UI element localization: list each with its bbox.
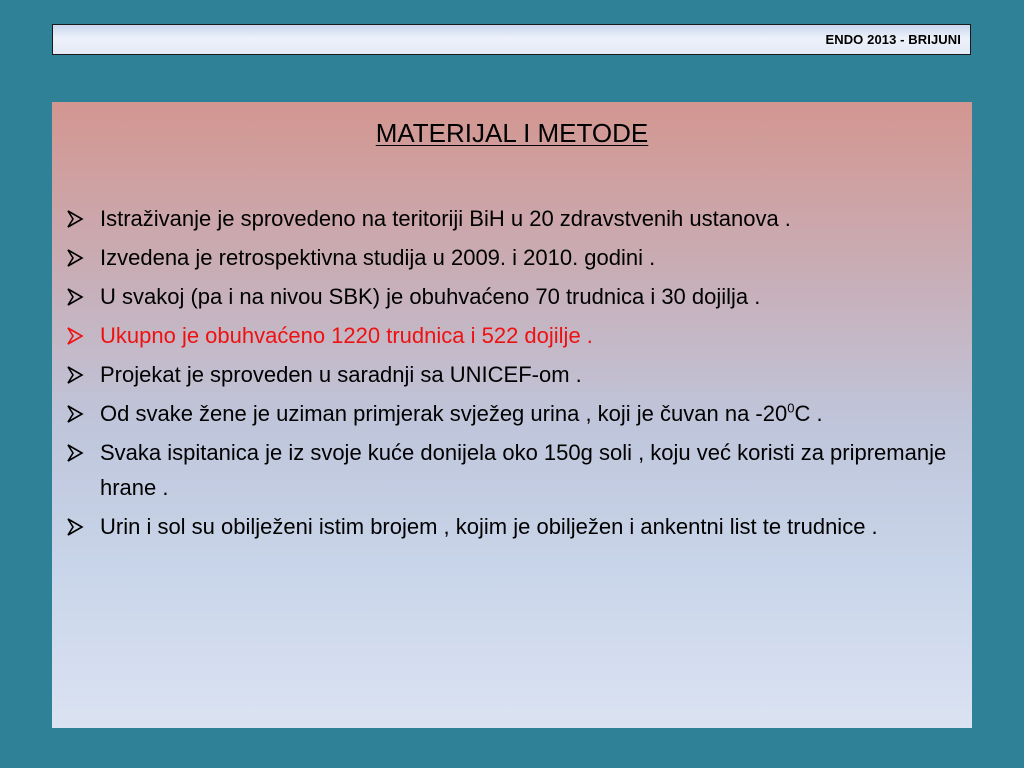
content-panel [52,102,972,728]
bullet-item [66,279,964,314]
arrow-bullet-icon [66,288,84,306]
bullet-text: Projekat je sproveden u saradnji sa UNICEF-om . [100,362,582,387]
bullet-item [66,435,964,505]
bullet-list [66,201,964,548]
bullet-text: Izvedena je retrospektivna studija u 2009. i 2010. godini . [100,245,656,270]
bullet-item [66,396,964,431]
bullet-item [66,240,964,275]
bullet-text-unit: C . [794,401,823,426]
arrow-bullet-icon [66,327,84,345]
bullet-item [66,357,964,392]
arrow-bullet-icon [66,366,84,384]
arrow-bullet-icon [66,210,84,228]
arrow-bullet-icon [66,249,84,267]
conference-label: ENDO 2013 - BRIJUNI [825,32,961,47]
slide-header-bar [52,24,971,55]
degree-superscript: 0 [787,400,795,416]
bullet-text: Istraživanje je sprovedeno na teritoriji BiH u 20 zdravstvenih ustanova . [100,206,791,231]
slide-title: MATERIJAL I METODE [375,118,649,148]
bullet-text: U svakoj (pa i na nivou SBK) je obuhvaćeno 70 trudnica i 30 dojilja . [100,284,761,309]
arrow-bullet-icon [66,518,84,536]
arrow-bullet-icon [66,444,84,462]
bullet-item-highlighted [66,318,964,353]
bullet-text: Ukupno je obuhvaćeno 1220 trudnica i 522 dojilje . [100,323,593,348]
bullet-text-main: Od svake žene je uziman primjerak svježeg urina , koji je čuvan na -20 [100,401,788,426]
bullet-text [100,401,823,426]
arrow-bullet-icon [66,405,84,423]
bullet-item [66,201,964,236]
bullet-text: Urin i sol su obilježeni istim brojem , kojim je obilježen i ankentni list te trudnice . [100,514,878,539]
bullet-item [66,509,964,544]
bullet-text: Svaka ispitanica je iz svoje kuće donijela oko 150g soli , koju već koristi za pripremanje hrane . [100,440,947,500]
